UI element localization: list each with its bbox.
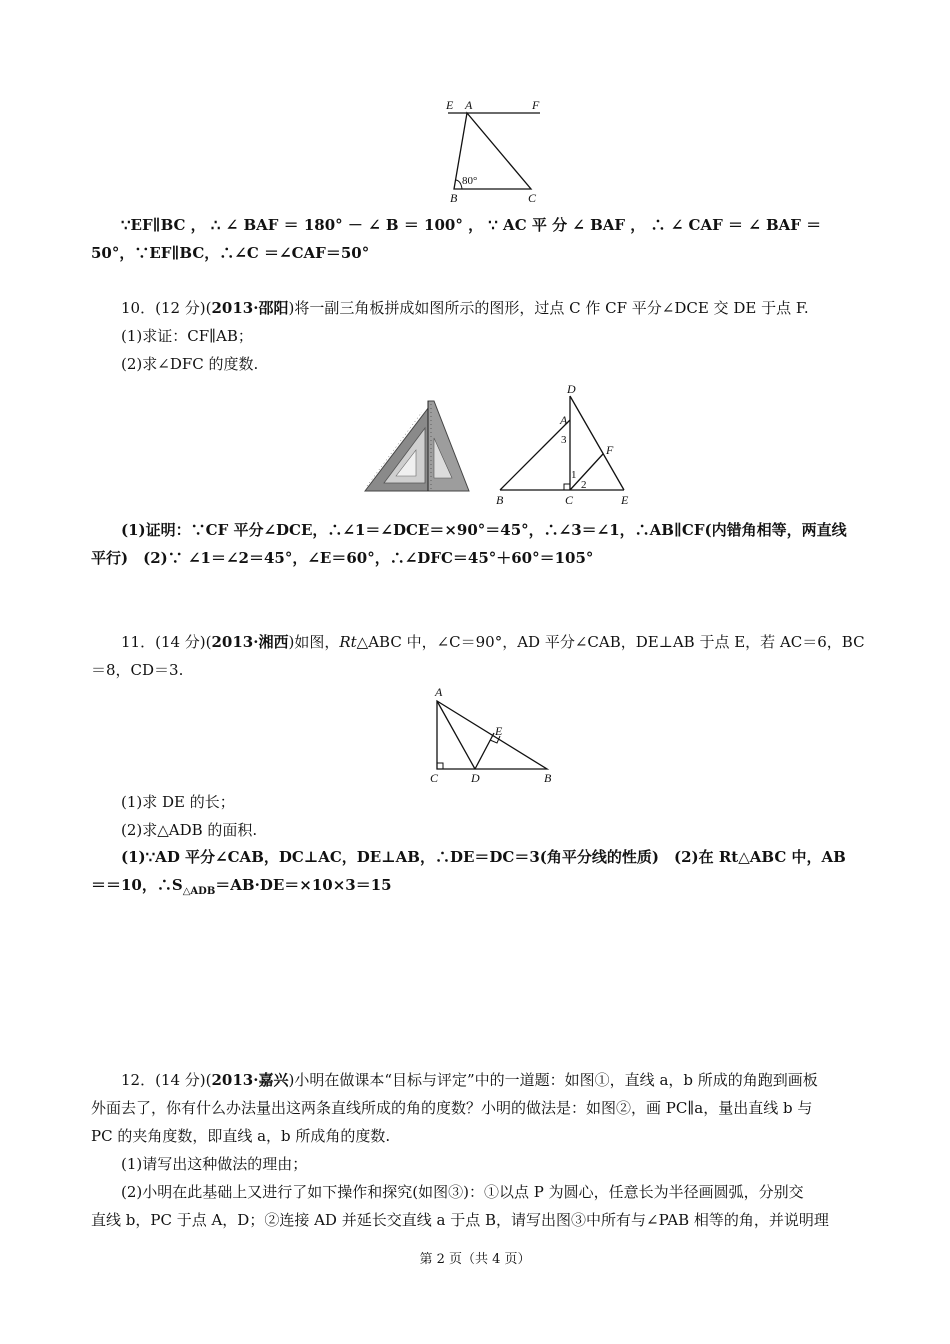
figure-q9-triangle <box>440 92 560 208</box>
label-a: A <box>435 685 443 699</box>
question-11-part1: (1)求 DE 的长； <box>121 793 235 811</box>
set-squares-photo <box>362 398 472 494</box>
question-12-part2a: (2)小明在此基础上又进行了如下操作和探究(如图③)：①以点 P 为圆心，任意长为半径画圆弧，分别交 <box>121 1183 804 1201</box>
answer-10-line1: (1)证明：∵CF 平分∠DCE，∴∠1＝∠DCE＝×90°＝45°，∴∠3＝∠1，∴AB∥CF(内错角相等，两直线 <box>121 521 847 539</box>
q11-text-b: △ABC 中，∠C＝90°，AD 平分∠CAB，DE⊥AB 于点 E，若 AC＝6，BC <box>356 633 865 651</box>
question-12-part2b: 直线 b，PC 于点 A，D；②连接 AD 并延长交直线 a 于点 B，请写出图③中所有与∠PAB 相等的角，并说明理 <box>91 1211 829 1229</box>
label-c: C <box>565 493 574 507</box>
label-b: B <box>496 493 504 507</box>
figure-q10-geometry <box>490 382 640 510</box>
answer-9-line2: 50°，∵EF∥BC，∴∠C ＝∠CAF＝50° <box>91 244 370 262</box>
answer-11-line2 <box>91 875 392 902</box>
q12-number: 12．(14 分)( <box>121 1071 212 1089</box>
label-2: 2 <box>581 479 587 491</box>
label-f: F <box>606 443 614 457</box>
figure-q11-triangle <box>425 683 565 787</box>
q10-number: 10．(12 分)( <box>121 299 212 317</box>
ans11-part-b: ＝AB·DE＝×10×3＝15 <box>215 876 392 894</box>
question-12-stem <box>121 1070 818 1090</box>
label-b: B <box>450 191 458 205</box>
label-c: C <box>528 191 537 205</box>
q10-source: 2013·邵阳 <box>211 299 289 317</box>
question-10-part1: (1)求证：CF∥AB； <box>121 327 253 345</box>
ans11-subscript: △ADB <box>182 886 216 897</box>
page-footer: 第 2 页（共 4 页） <box>419 1252 531 1267</box>
question-11-stem <box>121 632 865 652</box>
label-d: D <box>471 771 480 785</box>
question-11-part2: (2)求△ADB 的面积. <box>121 821 258 839</box>
question-12-line3: PC 的夹角度数，即直线 a，b 所成角的度数. <box>91 1127 391 1145</box>
question-12-line2: 外面去了，你有什么办法量出这两条直线所成的角的度数？小明的做法是：如图②，画 PC∥a，量出直线 b 与 <box>91 1099 813 1117</box>
question-11-line2: ＝8，CD＝3. <box>91 661 184 679</box>
label-a: A <box>465 98 473 112</box>
answer-10-line2: 平行) (2)∵ ∠1＝∠2＝45°，∠E＝60°，∴∠DFC＝45°＋60°＝105° <box>91 549 594 567</box>
label-3: 3 <box>561 434 567 446</box>
question-10-part2: (2)求∠DFC 的度数. <box>121 355 259 373</box>
q11-number: 11．(14 分)( <box>121 633 212 651</box>
q11-text-a: )如图， <box>288 633 340 651</box>
q11-rt: Rt <box>339 633 357 651</box>
label-e: E <box>495 724 503 738</box>
label-e: E <box>621 493 629 507</box>
question-10-stem <box>121 298 809 318</box>
q12-text: )小明在做课本“目标与评定”中的一道题：如图①，直线 a，b 所成的角跑到画板 <box>288 1071 818 1089</box>
label-d: D <box>567 382 576 396</box>
label-80: 80° <box>462 175 478 187</box>
label-c: C <box>430 771 439 785</box>
label-b: B <box>544 771 552 785</box>
ans11-part-a: ＝＝10，∴S <box>91 876 183 894</box>
answer-9-line1: ∵EF∥BC ， ∴ ∠ BAF ＝ 180° － ∠ B ＝ 100° ， ∵ AC 平 分 ∠ BAF ， ∴ ∠ CAF ＝ ∠ BAF ＝ <box>121 216 822 234</box>
q12-source: 2013·嘉兴 <box>211 1071 289 1089</box>
answer-11-line1: (1)∵AD 平分∠CAB，DC⊥AC，DE⊥AB，∴DE＝DC＝3(角平分线的性质) (2)在 Rt△ABC 中，AB <box>121 848 846 866</box>
label-1: 1 <box>571 469 577 481</box>
label-a: A <box>560 413 568 427</box>
question-12-part1: (1)请写出这种做法的理由； <box>121 1155 308 1173</box>
label-f: F <box>532 98 540 112</box>
q10-text: )将一副三角板拼成如图所示的图形，过点 C 作 CF 平分∠DCE 交 DE 于点 F. <box>288 299 809 317</box>
q11-source: 2013·湘西 <box>211 633 289 651</box>
label-e: E <box>446 98 454 112</box>
